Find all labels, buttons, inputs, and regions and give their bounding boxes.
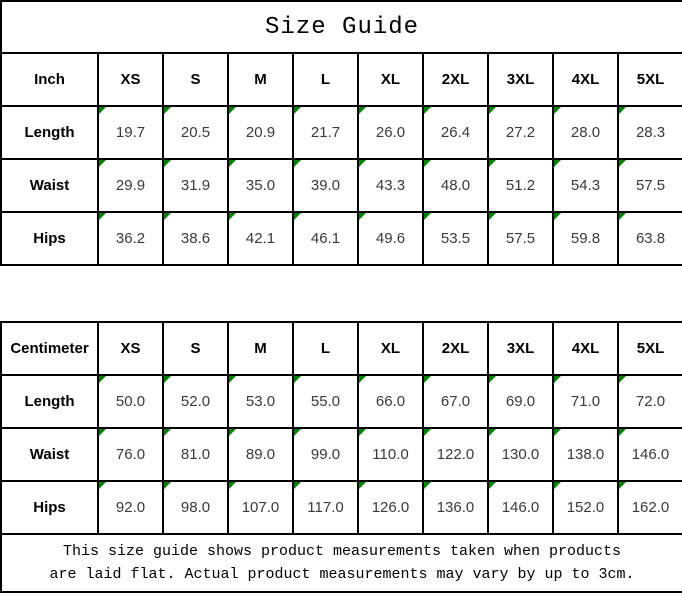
measurement-value: 43.3 <box>375 177 406 194</box>
measurement-value: 49.6 <box>375 230 406 247</box>
cell-flag-triangle-icon <box>294 482 301 489</box>
measurement-value: 51.2 <box>505 177 536 194</box>
measurement-value: 98.0 <box>180 499 211 516</box>
cell-flag-triangle-icon <box>99 213 106 220</box>
cell-flag-triangle-icon <box>489 213 496 220</box>
inch-size-table <box>0 0 682 266</box>
disclaimer-line-1: This size guide shows product measurements taken when products <box>62 542 622 560</box>
cell-flag-triangle-icon <box>359 213 366 220</box>
cell-flag-triangle-icon <box>294 213 301 220</box>
table-row <box>1 322 682 375</box>
measurement-cell <box>618 106 682 159</box>
measurement-value: 50.0 <box>115 393 146 410</box>
cell-flag-triangle-icon <box>554 107 561 114</box>
row-label-waist: Waist <box>1 428 98 481</box>
measurement-cell <box>618 481 682 534</box>
measurement-value: 46.1 <box>310 230 341 247</box>
measurement-value: 20.5 <box>180 124 211 141</box>
measurement-value: 26.0 <box>375 124 406 141</box>
cell-flag-triangle-icon <box>489 429 496 436</box>
measurement-cell <box>488 106 553 159</box>
table-row <box>1 53 682 106</box>
measurement-cell <box>98 212 163 265</box>
cell-flag-triangle-icon <box>164 107 171 114</box>
table-row <box>1 212 682 265</box>
measurement-cell <box>553 375 618 428</box>
measurement-cell <box>488 212 553 265</box>
size-column-header: S <box>163 322 228 375</box>
measurement-cell <box>423 428 488 481</box>
cell-flag-triangle-icon <box>424 429 431 436</box>
cell-flag-triangle-icon <box>424 213 431 220</box>
measurement-value: 117.0 <box>307 499 344 516</box>
measurement-value: 53.5 <box>440 230 471 247</box>
cell-flag-triangle-icon <box>359 376 366 383</box>
measurement-value: 21.7 <box>310 124 341 141</box>
measurement-cell <box>618 428 682 481</box>
cell-flag-triangle-icon <box>424 376 431 383</box>
cell-flag-triangle-icon <box>619 482 626 489</box>
table-row <box>1 106 682 159</box>
cell-flag-triangle-icon <box>359 429 366 436</box>
cell-flag-triangle-icon <box>164 482 171 489</box>
cell-flag-triangle-icon <box>99 160 106 167</box>
page-title: Size Guide <box>1 1 682 53</box>
measurement-value: 66.0 <box>375 393 406 410</box>
size-column-header: XS <box>98 322 163 375</box>
measurement-cell <box>423 159 488 212</box>
table-row <box>1 534 682 592</box>
cell-flag-triangle-icon <box>164 376 171 383</box>
measurement-cell <box>163 106 228 159</box>
measurement-value: 35.0 <box>245 177 276 194</box>
measurement-cell <box>293 481 358 534</box>
table-row <box>1 159 682 212</box>
cell-flag-triangle-icon <box>99 429 106 436</box>
measurement-cell <box>423 481 488 534</box>
cell-flag-triangle-icon <box>359 482 366 489</box>
measurement-cell <box>358 159 423 212</box>
cell-flag-triangle-icon <box>164 429 171 436</box>
measurement-value: 110.0 <box>372 446 409 463</box>
cell-flag-triangle-icon <box>294 107 301 114</box>
measurement-value: 59.8 <box>570 230 601 247</box>
measurement-cell <box>358 106 423 159</box>
size-column-header: 4XL <box>553 322 618 375</box>
cell-flag-triangle-icon <box>489 482 496 489</box>
measurement-cell <box>488 428 553 481</box>
measurement-value: 54.3 <box>570 177 601 194</box>
measurement-value: 42.1 <box>245 230 276 247</box>
measurement-value: 122.0 <box>436 446 475 463</box>
size-column-header: 4XL <box>553 53 618 106</box>
measurement-cell <box>488 481 553 534</box>
cell-flag-triangle-icon <box>359 160 366 167</box>
cell-flag-triangle-icon <box>164 213 171 220</box>
measurement-value: 31.9 <box>180 177 211 194</box>
measurement-value: 28.0 <box>570 124 601 141</box>
size-column-header: XS <box>98 53 163 106</box>
cell-flag-triangle-icon <box>359 107 366 114</box>
measurement-value: 81.0 <box>180 446 211 463</box>
measurement-value: 27.2 <box>505 124 536 141</box>
measurement-cell <box>553 428 618 481</box>
measurement-value: 99.0 <box>310 446 341 463</box>
measurement-cell <box>293 159 358 212</box>
measurement-value: 52.0 <box>180 393 211 410</box>
size-column-header: L <box>293 322 358 375</box>
cell-flag-triangle-icon <box>554 160 561 167</box>
size-column-header: XL <box>358 53 423 106</box>
cell-flag-triangle-icon <box>619 429 626 436</box>
table-row <box>1 481 682 534</box>
measurement-cell <box>163 375 228 428</box>
measurement-value: 71.0 <box>570 393 601 410</box>
measurement-cell <box>553 481 618 534</box>
measurement-cell <box>293 106 358 159</box>
cell-flag-triangle-icon <box>229 482 236 489</box>
size-column-header: M <box>228 53 293 106</box>
measurement-cell <box>618 212 682 265</box>
measurement-cell <box>618 375 682 428</box>
measurement-value: 20.9 <box>245 124 276 141</box>
table-row <box>1 428 682 481</box>
measurement-cell <box>228 212 293 265</box>
cell-flag-triangle-icon <box>99 376 106 383</box>
measurement-value: 19.7 <box>115 124 146 141</box>
unit-header-inch: Inch <box>1 53 98 106</box>
measurement-value: 146.0 <box>501 499 540 516</box>
measurement-cell <box>293 375 358 428</box>
row-label-length: Length <box>1 106 98 159</box>
measurement-cell <box>553 212 618 265</box>
measurement-cell <box>488 159 553 212</box>
table-row <box>1 375 682 428</box>
cell-flag-triangle-icon <box>229 376 236 383</box>
measurement-value: 162.0 <box>631 499 670 516</box>
measurement-value: 146.0 <box>631 446 670 463</box>
cell-flag-triangle-icon <box>554 482 561 489</box>
row-label-waist: Waist <box>1 159 98 212</box>
measurement-value: 57.5 <box>635 177 666 194</box>
measurement-cell <box>163 481 228 534</box>
size-column-header: S <box>163 53 228 106</box>
measurement-cell <box>618 159 682 212</box>
cell-flag-triangle-icon <box>619 376 626 383</box>
size-column-header: 5XL <box>618 322 682 375</box>
row-label-hips: Hips <box>1 212 98 265</box>
measurement-value: 48.0 <box>440 177 471 194</box>
measurement-value: 152.0 <box>566 499 605 516</box>
measurement-value: 28.3 <box>635 124 666 141</box>
unit-header-centimeter: Centimeter <box>1 322 98 375</box>
measurement-cell <box>98 159 163 212</box>
centimeter-size-table <box>0 321 682 593</box>
measurement-value: 130.0 <box>501 446 540 463</box>
cell-flag-triangle-icon <box>294 429 301 436</box>
measurement-cell <box>98 106 163 159</box>
cell-flag-triangle-icon <box>424 107 431 114</box>
measurement-cell <box>228 159 293 212</box>
measurement-cell <box>553 159 618 212</box>
measurement-cell <box>423 375 488 428</box>
cell-flag-triangle-icon <box>99 482 106 489</box>
table-separator-gap <box>0 266 682 321</box>
measurement-cell <box>553 106 618 159</box>
measurement-cell <box>358 212 423 265</box>
measurement-cell <box>163 212 228 265</box>
size-column-header: 2XL <box>423 53 488 106</box>
measurement-value: 67.0 <box>440 393 471 410</box>
cell-flag-triangle-icon <box>489 160 496 167</box>
cell-flag-triangle-icon <box>229 160 236 167</box>
measurement-cell <box>358 428 423 481</box>
cell-flag-triangle-icon <box>99 107 106 114</box>
measurement-cell <box>293 212 358 265</box>
cell-flag-triangle-icon <box>294 160 301 167</box>
cell-flag-triangle-icon <box>489 107 496 114</box>
cell-flag-triangle-icon <box>619 213 626 220</box>
measurement-cell <box>358 375 423 428</box>
measurement-value: 136.0 <box>436 499 475 516</box>
cell-flag-triangle-icon <box>229 429 236 436</box>
size-column-header: L <box>293 53 358 106</box>
measurement-cell <box>488 375 553 428</box>
measurement-value: 29.9 <box>115 177 146 194</box>
cell-flag-triangle-icon <box>554 213 561 220</box>
measurement-value: 26.4 <box>440 124 471 141</box>
measurement-value: 138.0 <box>566 446 605 463</box>
size-column-header: M <box>228 322 293 375</box>
size-column-header: 2XL <box>423 322 488 375</box>
measurement-cell <box>228 428 293 481</box>
size-column-header: 3XL <box>488 53 553 106</box>
cell-flag-triangle-icon <box>164 160 171 167</box>
cell-flag-triangle-icon <box>619 107 626 114</box>
measurement-cell <box>98 481 163 534</box>
measurement-value: 69.0 <box>505 393 536 410</box>
measurement-value: 92.0 <box>115 499 146 516</box>
size-column-header: XL <box>358 322 423 375</box>
measurement-cell <box>163 159 228 212</box>
cell-flag-triangle-icon <box>424 160 431 167</box>
cell-flag-triangle-icon <box>229 213 236 220</box>
measurement-cell <box>163 428 228 481</box>
measurement-value: 89.0 <box>245 446 276 463</box>
cell-flag-triangle-icon <box>489 376 496 383</box>
cell-flag-triangle-icon <box>229 107 236 114</box>
measurement-cell <box>98 375 163 428</box>
cell-flag-triangle-icon <box>554 429 561 436</box>
disclaimer-line-2: are laid flat. Actual product measurements may vary by up to 3cm. <box>49 566 635 583</box>
size-column-header: 5XL <box>618 53 682 106</box>
measurement-value: 38.6 <box>180 230 211 247</box>
row-label-hips: Hips <box>1 481 98 534</box>
measurement-value: 55.0 <box>310 393 341 410</box>
measurement-value: 39.0 <box>310 177 341 194</box>
measurement-cell <box>228 481 293 534</box>
measurement-cell <box>98 428 163 481</box>
measurement-cell <box>423 106 488 159</box>
row-label-length: Length <box>1 375 98 428</box>
cell-flag-triangle-icon <box>424 482 431 489</box>
measurement-value: 57.5 <box>505 230 536 247</box>
cell-flag-triangle-icon <box>294 376 301 383</box>
measurement-cell <box>228 106 293 159</box>
measurement-value: 107.0 <box>241 499 280 516</box>
cell-flag-triangle-icon <box>619 160 626 167</box>
table-row <box>1 1 682 53</box>
measurement-value: 63.8 <box>635 230 666 247</box>
measurement-value: 76.0 <box>115 446 146 463</box>
size-guide-disclaimer <box>1 534 682 592</box>
cell-flag-triangle-icon <box>554 376 561 383</box>
measurement-cell <box>358 481 423 534</box>
measurement-value: 72.0 <box>635 393 666 410</box>
measurement-value: 53.0 <box>245 393 276 410</box>
measurement-cell <box>423 212 488 265</box>
measurement-cell <box>293 428 358 481</box>
size-column-header: 3XL <box>488 322 553 375</box>
measurement-value: 126.0 <box>371 499 410 516</box>
measurement-value: 36.2 <box>115 230 146 247</box>
measurement-cell <box>228 375 293 428</box>
